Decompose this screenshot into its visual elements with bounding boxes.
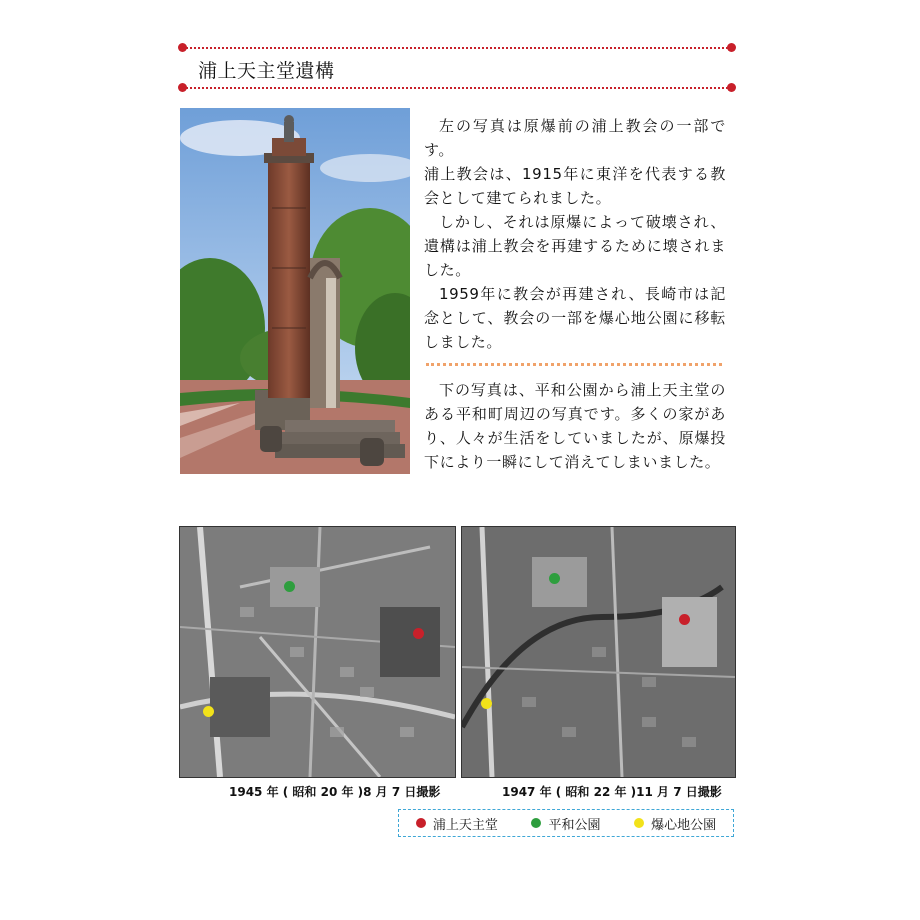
red-dot-icon [416,818,426,828]
title-bottom-dotted-line [182,87,732,89]
paragraph-5: 下の写真は、平和公園から浦上天主堂のある平和町周辺の写真です。多くの家があり、人々が生活をしていましたが、原爆投下により一瞬にして消えてしまいました。 [424,381,726,471]
aerial-map-1945-illustration [180,527,455,777]
yellow-dot-icon [634,818,644,828]
legend-label: 爆心地公園 [651,817,717,833]
aerial-photo-1947 [461,526,736,778]
page-title: 浦上天主堂遺構 [198,60,335,82]
section-divider [426,363,722,366]
legend-label: 平和公園 [548,817,601,833]
title-top-right-dot [727,43,736,52]
marker-peace-park-1947 [549,573,560,584]
urakami-ruin-photo [180,108,410,474]
urakami-ruin-illustration [180,108,410,474]
title-bottom-left-dot [178,83,187,92]
aerial-photo-1945 [179,526,456,778]
aerial-map-1947-illustration [462,527,735,777]
marker-urakami-cathedral-1945 [413,628,424,639]
marker-peace-park-1945 [284,581,295,592]
marker-hypocenter-park-1947 [481,698,492,709]
caption-1945: 1945 年 ( 昭和 20 年 )8 月 7 日撮影 [229,785,441,799]
paragraph-1: 左の写真は原爆前の浦上教会の一部です。 [424,117,726,159]
legend-label: 浦上天主堂 [432,817,498,833]
title-top-dotted-line [182,47,732,49]
marker-urakami-cathedral-1947 [679,614,690,625]
green-dot-icon [531,818,541,828]
legend-item-peace-park [531,814,600,833]
title-bottom-right-dot [727,83,736,92]
title-top-left-dot [178,43,187,52]
map-legend [398,809,734,837]
paragraph-3: しかし、それは原爆によって破壊され、遺構は浦上教会を再建するために壊されました。 [424,213,726,279]
legend-item-hypocenter-park [634,814,716,833]
caption-1947: 1947 年 ( 昭和 22 年 )11 月 7 日撮影 [502,785,722,799]
paragraph-4: 1959年に教会が再建され、長崎市は記念として、教会の一部を爆心地公園に移転しました。 [424,285,726,351]
paragraph-2: 浦上教会は、1915年に東洋を代表する教会として建てられました。 [424,165,726,207]
marker-hypocenter-park-1945 [203,706,214,717]
legend-item-urakami-cathedral [416,814,498,833]
